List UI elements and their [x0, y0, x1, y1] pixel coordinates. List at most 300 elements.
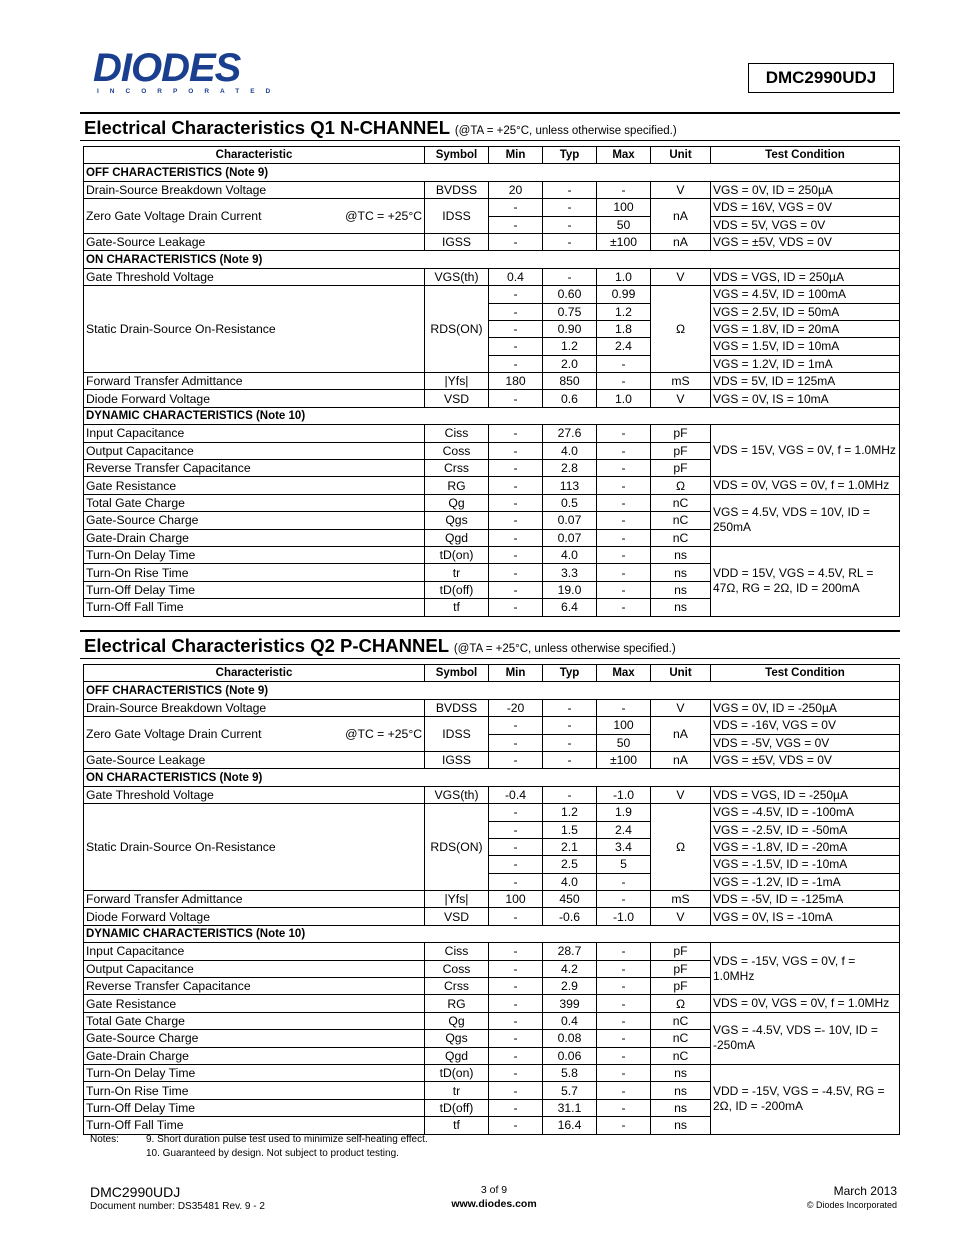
column-header: Min [489, 665, 543, 682]
characteristic-cell: Gate-Source Leakage [84, 233, 425, 250]
symbol-cell: BVDSS [425, 699, 489, 716]
typ-cell: 1.5 [543, 821, 597, 838]
min-cell: -20 [489, 699, 543, 716]
max-cell: ±100 [597, 233, 651, 250]
table-row [84, 1064, 900, 1081]
symbol-cell: VSD [425, 390, 489, 407]
table-row [84, 425, 900, 442]
min-cell: 180 [489, 373, 543, 390]
max-cell: 1.8 [597, 320, 651, 337]
min-cell: - [489, 1099, 543, 1116]
column-header: Unit [651, 665, 711, 682]
unit-cell: nC [651, 1030, 711, 1047]
typ-cell: 4.2 [543, 960, 597, 977]
table-row [84, 390, 900, 407]
column-header: Symbol [425, 665, 489, 682]
min-cell: - [489, 599, 543, 616]
symbol-cell: Crss [425, 460, 489, 477]
characteristic-cell: Input Capacitance [84, 425, 425, 442]
symbol-cell: Crss [425, 978, 489, 995]
min-cell: 0.4 [489, 268, 543, 285]
typ-cell: 450 [543, 891, 597, 908]
unit-cell: mS [651, 891, 711, 908]
symbol-cell: tf [425, 1117, 489, 1134]
test-condition-cell: VGS = 2.5V, ID = 50mA [711, 303, 900, 320]
characteristic-cell: Gate Threshold Voltage [84, 786, 425, 803]
max-cell: 3.4 [597, 838, 651, 855]
symbol-cell: BVDSS [425, 181, 489, 198]
temperature-note: @TC = +25°C [345, 727, 422, 742]
column-header: Typ [543, 665, 597, 682]
typ-cell: 31.1 [543, 1099, 597, 1116]
characteristic-cell [84, 199, 425, 234]
column-header: Symbol [425, 147, 489, 164]
max-cell: - [597, 1064, 651, 1081]
test-condition-cell: VDS = VGS, ID = 250µA [711, 268, 900, 285]
column-header: Min [489, 147, 543, 164]
max-cell: - [597, 873, 651, 890]
unit-cell: ns [651, 1099, 711, 1116]
typ-cell: 4.0 [543, 442, 597, 459]
footer-doc-number: Document number: DS35481 Rev. 9 - 2 [90, 1201, 265, 1212]
characteristic-label: Zero Gate Voltage Drain Current [86, 209, 262, 224]
unit-cell: nC [651, 512, 711, 529]
min-cell: - [489, 494, 543, 511]
symbol-cell: tf [425, 599, 489, 616]
min-cell: - [489, 338, 543, 355]
max-cell: -1.0 [597, 786, 651, 803]
column-header: Test Condition [711, 665, 900, 682]
characteristic-cell: Reverse Transfer Capacitance [84, 978, 425, 995]
unit-cell: ns [651, 1117, 711, 1134]
min-cell: - [489, 804, 543, 821]
table-row [84, 494, 900, 511]
note-10: 10. Guaranteed by design. Not subject to product testing. [146, 1147, 399, 1159]
typ-cell: 850 [543, 373, 597, 390]
footer-part: DMC2990UDJ [90, 1184, 181, 1200]
unit-cell: Ω [651, 286, 711, 373]
symbol-cell: tD(on) [425, 546, 489, 563]
min-cell: - [489, 303, 543, 320]
section-condition: (@TA = +25°C, unless otherwise specified.) [453, 643, 676, 655]
unit-cell: V [651, 268, 711, 285]
typ-cell: - [543, 181, 597, 198]
q1-characteristics-table [83, 146, 900, 617]
notes-label: Notes: [90, 1134, 119, 1145]
divider [80, 630, 900, 632]
page-number: 3 of 9 [480, 1184, 508, 1196]
category-row [84, 164, 900, 181]
test-condition-cell: VGS = -2.5V, ID = -50mA [711, 821, 900, 838]
typ-cell: 2.1 [543, 838, 597, 855]
unit-cell: nA [651, 717, 711, 752]
unit-cell: ns [651, 599, 711, 616]
symbol-cell: Qg [425, 494, 489, 511]
table-row [84, 546, 900, 563]
typ-cell: 4.0 [543, 873, 597, 890]
characteristic-cell: Gate-Source Charge [84, 512, 425, 529]
section-title-text: Electrical Characteristics Q2 P-CHANNEL [84, 635, 449, 656]
diodes-logo [93, 46, 282, 98]
min-cell: -0.4 [489, 786, 543, 803]
unit-cell: mS [651, 373, 711, 390]
max-cell: - [597, 564, 651, 581]
table-row [84, 286, 900, 303]
symbol-cell: tD(off) [425, 581, 489, 598]
min-cell: - [489, 286, 543, 303]
symbol-cell: tr [425, 1082, 489, 1099]
test-condition-cell: VGS = 0V, ID = 250µA [711, 181, 900, 198]
min-cell: - [489, 717, 543, 734]
max-cell: - [597, 995, 651, 1012]
logo-wordmark: DIODES [93, 46, 241, 90]
max-cell: 0.99 [597, 286, 651, 303]
symbol-cell: |Yfs| [425, 373, 489, 390]
section-title-q2 [84, 635, 676, 657]
column-header: Characteristic [84, 665, 425, 682]
symbol-cell: tD(off) [425, 1099, 489, 1116]
unit-cell: nC [651, 529, 711, 546]
test-condition-cell: VDS = 16V, VGS = 0V [711, 199, 900, 216]
table-row [84, 891, 900, 908]
test-condition-cell: VDS = -5V, ID = -125mA [711, 891, 900, 908]
characteristic-label: Zero Gate Voltage Drain Current [86, 727, 262, 742]
test-condition-cell: VDS = -5V, VGS = 0V [711, 734, 900, 751]
footer-date: March 2013 [833, 1184, 897, 1198]
typ-cell: 0.6 [543, 390, 597, 407]
min-cell: - [489, 564, 543, 581]
unit-cell: ns [651, 1082, 711, 1099]
characteristic-cell: Turn-Off Fall Time [84, 1117, 425, 1134]
notes [90, 1133, 428, 1160]
table-row [84, 268, 900, 285]
symbol-cell: RG [425, 477, 489, 494]
test-condition-cell: VGS = -4.5V, VDS =- 10V, ID = -250mA [711, 1012, 900, 1064]
symbol-cell: Qgd [425, 1047, 489, 1064]
section-condition: (@TA = +25°C, unless otherwise specified.) [454, 125, 677, 137]
unit-cell: nC [651, 494, 711, 511]
characteristic-cell: Forward Transfer Admittance [84, 891, 425, 908]
unit-cell: V [651, 786, 711, 803]
typ-cell: 0.07 [543, 529, 597, 546]
symbol-cell: RDS(ON) [425, 804, 489, 891]
max-cell: - [597, 494, 651, 511]
column-header: Typ [543, 147, 597, 164]
characteristic-cell: Input Capacitance [84, 943, 425, 960]
temperature-note: @TC = +25°C [345, 209, 422, 224]
symbol-cell: Qgd [425, 529, 489, 546]
symbol-cell: VGS(th) [425, 786, 489, 803]
characteristic-cell: Total Gate Charge [84, 1012, 425, 1029]
typ-cell: 6.4 [543, 599, 597, 616]
max-cell: - [597, 699, 651, 716]
typ-cell: -0.6 [543, 908, 597, 925]
symbol-cell: RDS(ON) [425, 286, 489, 373]
symbol-cell: Qgs [425, 1030, 489, 1047]
column-header: Max [597, 147, 651, 164]
characteristic-cell: Turn-On Rise Time [84, 1082, 425, 1099]
max-cell: - [597, 460, 651, 477]
characteristic-cell: Total Gate Charge [84, 494, 425, 511]
symbol-cell: |Yfs| [425, 891, 489, 908]
symbol-cell: VGS(th) [425, 268, 489, 285]
typ-cell: 5.7 [543, 1082, 597, 1099]
unit-cell: ns [651, 581, 711, 598]
typ-cell: 0.08 [543, 1030, 597, 1047]
min-cell: - [489, 581, 543, 598]
typ-cell: 2.9 [543, 978, 597, 995]
min-cell: - [489, 320, 543, 337]
test-condition-cell: VGS = 0V, IS = 10mA [711, 390, 900, 407]
section-title-q1 [84, 117, 677, 139]
symbol-cell: IDSS [425, 717, 489, 752]
typ-cell: 0.90 [543, 320, 597, 337]
max-cell: 50 [597, 734, 651, 751]
max-cell: - [597, 943, 651, 960]
max-cell: - [597, 1117, 651, 1134]
max-cell: 1.2 [597, 303, 651, 320]
column-header: Characteristic [84, 147, 425, 164]
characteristic-cell: Static Drain-Source On-Resistance [84, 286, 425, 373]
symbol-cell: Coss [425, 960, 489, 977]
max-cell: 1.0 [597, 390, 651, 407]
typ-cell: - [543, 734, 597, 751]
typ-cell: 0.60 [543, 286, 597, 303]
max-cell: 5 [597, 856, 651, 873]
typ-cell: 0.06 [543, 1047, 597, 1064]
part-number-box: DMC2990UDJ [748, 63, 894, 93]
min-cell: - [489, 1047, 543, 1064]
unit-cell: pF [651, 943, 711, 960]
category-heading: OFF CHARACTERISTICS (Note 9) [84, 682, 900, 699]
symbol-cell: Qgs [425, 512, 489, 529]
min-cell: - [489, 546, 543, 563]
max-cell: 2.4 [597, 338, 651, 355]
typ-cell: - [543, 717, 597, 734]
test-condition-cell: VDS = -16V, VGS = 0V [711, 717, 900, 734]
column-header: Unit [651, 147, 711, 164]
min-cell: - [489, 856, 543, 873]
test-condition-cell: VGS = -1.2V, ID = -1mA [711, 873, 900, 890]
min-cell: - [489, 734, 543, 751]
test-condition-cell: VGS = 1.8V, ID = 20mA [711, 320, 900, 337]
typ-cell: - [543, 216, 597, 233]
unit-cell: ns [651, 546, 711, 563]
table-row [84, 717, 900, 734]
max-cell: 2.4 [597, 821, 651, 838]
characteristic-cell: Turn-On Delay Time [84, 546, 425, 563]
test-condition-cell: VGS = 4.5V, ID = 100mA [711, 286, 900, 303]
typ-cell: 16.4 [543, 1117, 597, 1134]
max-cell: 50 [597, 216, 651, 233]
section-title-text: Electrical Characteristics Q1 N-CHANNEL [84, 117, 450, 138]
table-row [84, 751, 900, 768]
unit-cell: Ω [651, 995, 711, 1012]
table-row [84, 477, 900, 494]
characteristic-cell: Gate Threshold Voltage [84, 268, 425, 285]
max-cell: - [597, 1012, 651, 1029]
unit-cell: nA [651, 751, 711, 768]
min-cell: - [489, 233, 543, 250]
max-cell: - [597, 1030, 651, 1047]
unit-cell: V [651, 181, 711, 198]
max-cell: - [597, 1047, 651, 1064]
max-cell: - [597, 442, 651, 459]
characteristic-cell: Static Drain-Source On-Resistance [84, 804, 425, 891]
table-row [84, 1012, 900, 1029]
test-condition-cell: VDS = 5V, VGS = 0V [711, 216, 900, 233]
min-cell: - [489, 978, 543, 995]
test-condition-cell: VDS = VGS, ID = -250µA [711, 786, 900, 803]
max-cell: - [597, 978, 651, 995]
table-header [84, 147, 900, 164]
max-cell: - [597, 355, 651, 372]
characteristic-cell: Turn-On Rise Time [84, 564, 425, 581]
table-row [84, 199, 900, 216]
category-heading: ON CHARACTERISTICS (Note 9) [84, 769, 900, 786]
characteristic-cell [84, 717, 425, 752]
min-cell: - [489, 477, 543, 494]
symbol-cell: VSD [425, 908, 489, 925]
min-cell: - [489, 821, 543, 838]
typ-cell: 5.8 [543, 1064, 597, 1081]
footer-copyright: © Diodes Incorporated [806, 1200, 897, 1210]
test-condition-cell: VGS = 0V, ID = -250µA [711, 699, 900, 716]
q2-characteristics-table [83, 664, 900, 1135]
test-condition-cell: VGS = 0V, IS = -10mA [711, 908, 900, 925]
characteristic-cell: Turn-Off Delay Time [84, 581, 425, 598]
symbol-cell: tD(on) [425, 1064, 489, 1081]
test-condition-cell: VGS = 1.2V, ID = 1mA [711, 355, 900, 372]
max-cell: - [597, 546, 651, 563]
symbol-cell: IGSS [425, 233, 489, 250]
typ-cell: 1.2 [543, 338, 597, 355]
table-row [84, 233, 900, 250]
max-cell: - [597, 529, 651, 546]
test-condition-cell: VGS = ±5V, VDS = 0V [711, 233, 900, 250]
characteristic-cell: Diode Forward Voltage [84, 390, 425, 407]
max-cell: - [597, 1099, 651, 1116]
min-cell: 20 [489, 181, 543, 198]
unit-cell: nC [651, 1012, 711, 1029]
typ-cell: - [543, 751, 597, 768]
symbol-cell: IDSS [425, 199, 489, 234]
typ-cell: 28.7 [543, 943, 597, 960]
category-row [84, 925, 900, 942]
symbol-cell: tr [425, 564, 489, 581]
test-condition-cell: VDD = 15V, VGS = 4.5V, RL = 47Ω, RG = 2Ω, ID = 200mA [711, 546, 900, 616]
characteristic-cell: Turn-On Delay Time [84, 1064, 425, 1081]
characteristic-cell: Output Capacitance [84, 960, 425, 977]
test-condition-cell: VDS = -15V, VGS = 0V, f = 1.0MHz [711, 943, 900, 995]
max-cell: 100 [597, 717, 651, 734]
typ-cell: 399 [543, 995, 597, 1012]
unit-cell: ns [651, 1064, 711, 1081]
category-heading: DYNAMIC CHARACTERISTICS (Note 10) [84, 925, 900, 942]
table-row [84, 908, 900, 925]
min-cell: - [489, 1117, 543, 1134]
divider [80, 658, 900, 659]
symbol-cell: IGSS [425, 751, 489, 768]
table-row [84, 804, 900, 821]
unit-cell: pF [651, 978, 711, 995]
min-cell: - [489, 873, 543, 890]
max-cell: - [597, 477, 651, 494]
symbol-cell: Ciss [425, 425, 489, 442]
test-condition-cell: VDD = -15V, VGS = -4.5V, RG = 2Ω, ID = -200mA [711, 1064, 900, 1134]
unit-cell: pF [651, 960, 711, 977]
footer-right [807, 1184, 897, 1210]
characteristic-cell: Gate-Drain Charge [84, 1047, 425, 1064]
unit-cell: V [651, 908, 711, 925]
max-cell: - [597, 512, 651, 529]
test-condition-cell: VDS = 15V, VGS = 0V, f = 1.0MHz [711, 425, 900, 477]
min-cell: - [489, 216, 543, 233]
min-cell: - [489, 355, 543, 372]
category-row [84, 769, 900, 786]
table-row [84, 995, 900, 1012]
typ-cell: 0.4 [543, 1012, 597, 1029]
unit-cell: pF [651, 460, 711, 477]
max-cell: 1.9 [597, 804, 651, 821]
min-cell: - [489, 1030, 543, 1047]
min-cell: - [489, 442, 543, 459]
min-cell: - [489, 512, 543, 529]
characteristic-cell: Gate-Drain Charge [84, 529, 425, 546]
unit-cell: Ω [651, 804, 711, 891]
characteristic-cell: Gate-Source Leakage [84, 751, 425, 768]
max-cell: - [597, 181, 651, 198]
max-cell: -1.0 [597, 908, 651, 925]
max-cell: - [597, 425, 651, 442]
min-cell: - [489, 995, 543, 1012]
characteristic-cell: Drain-Source Breakdown Voltage [84, 699, 425, 716]
typ-cell: 2.5 [543, 856, 597, 873]
typ-cell: 1.2 [543, 804, 597, 821]
column-header: Test Condition [711, 147, 900, 164]
test-condition-cell: VGS = -4.5V, ID = -100mA [711, 804, 900, 821]
characteristic-cell: Reverse Transfer Capacitance [84, 460, 425, 477]
unit-cell: pF [651, 442, 711, 459]
typ-cell: 0.07 [543, 512, 597, 529]
table-row [84, 943, 900, 960]
unit-cell: nC [651, 1047, 711, 1064]
min-cell: - [489, 199, 543, 216]
unit-cell: ns [651, 564, 711, 581]
divider [80, 140, 900, 141]
max-cell: ±100 [597, 751, 651, 768]
table-row [84, 181, 900, 198]
min-cell: - [489, 943, 543, 960]
characteristic-cell: Diode Forward Voltage [84, 908, 425, 925]
min-cell: - [489, 1012, 543, 1029]
category-row [84, 251, 900, 268]
test-condition-cell: VGS = 4.5V, VDS = 10V, ID = 250mA [711, 494, 900, 546]
typ-cell: - [543, 786, 597, 803]
max-cell: - [597, 891, 651, 908]
symbol-cell: Coss [425, 442, 489, 459]
min-cell: - [489, 751, 543, 768]
typ-cell: - [543, 199, 597, 216]
characteristic-cell: Turn-Off Delay Time [84, 1099, 425, 1116]
category-heading: OFF CHARACTERISTICS (Note 9) [84, 164, 900, 181]
footer-url[interactable]: www.diodes.com [451, 1198, 537, 1210]
typ-cell: 2.0 [543, 355, 597, 372]
table-row [84, 699, 900, 716]
symbol-cell: Qg [425, 1012, 489, 1029]
divider [80, 112, 900, 114]
typ-cell: 0.75 [543, 303, 597, 320]
